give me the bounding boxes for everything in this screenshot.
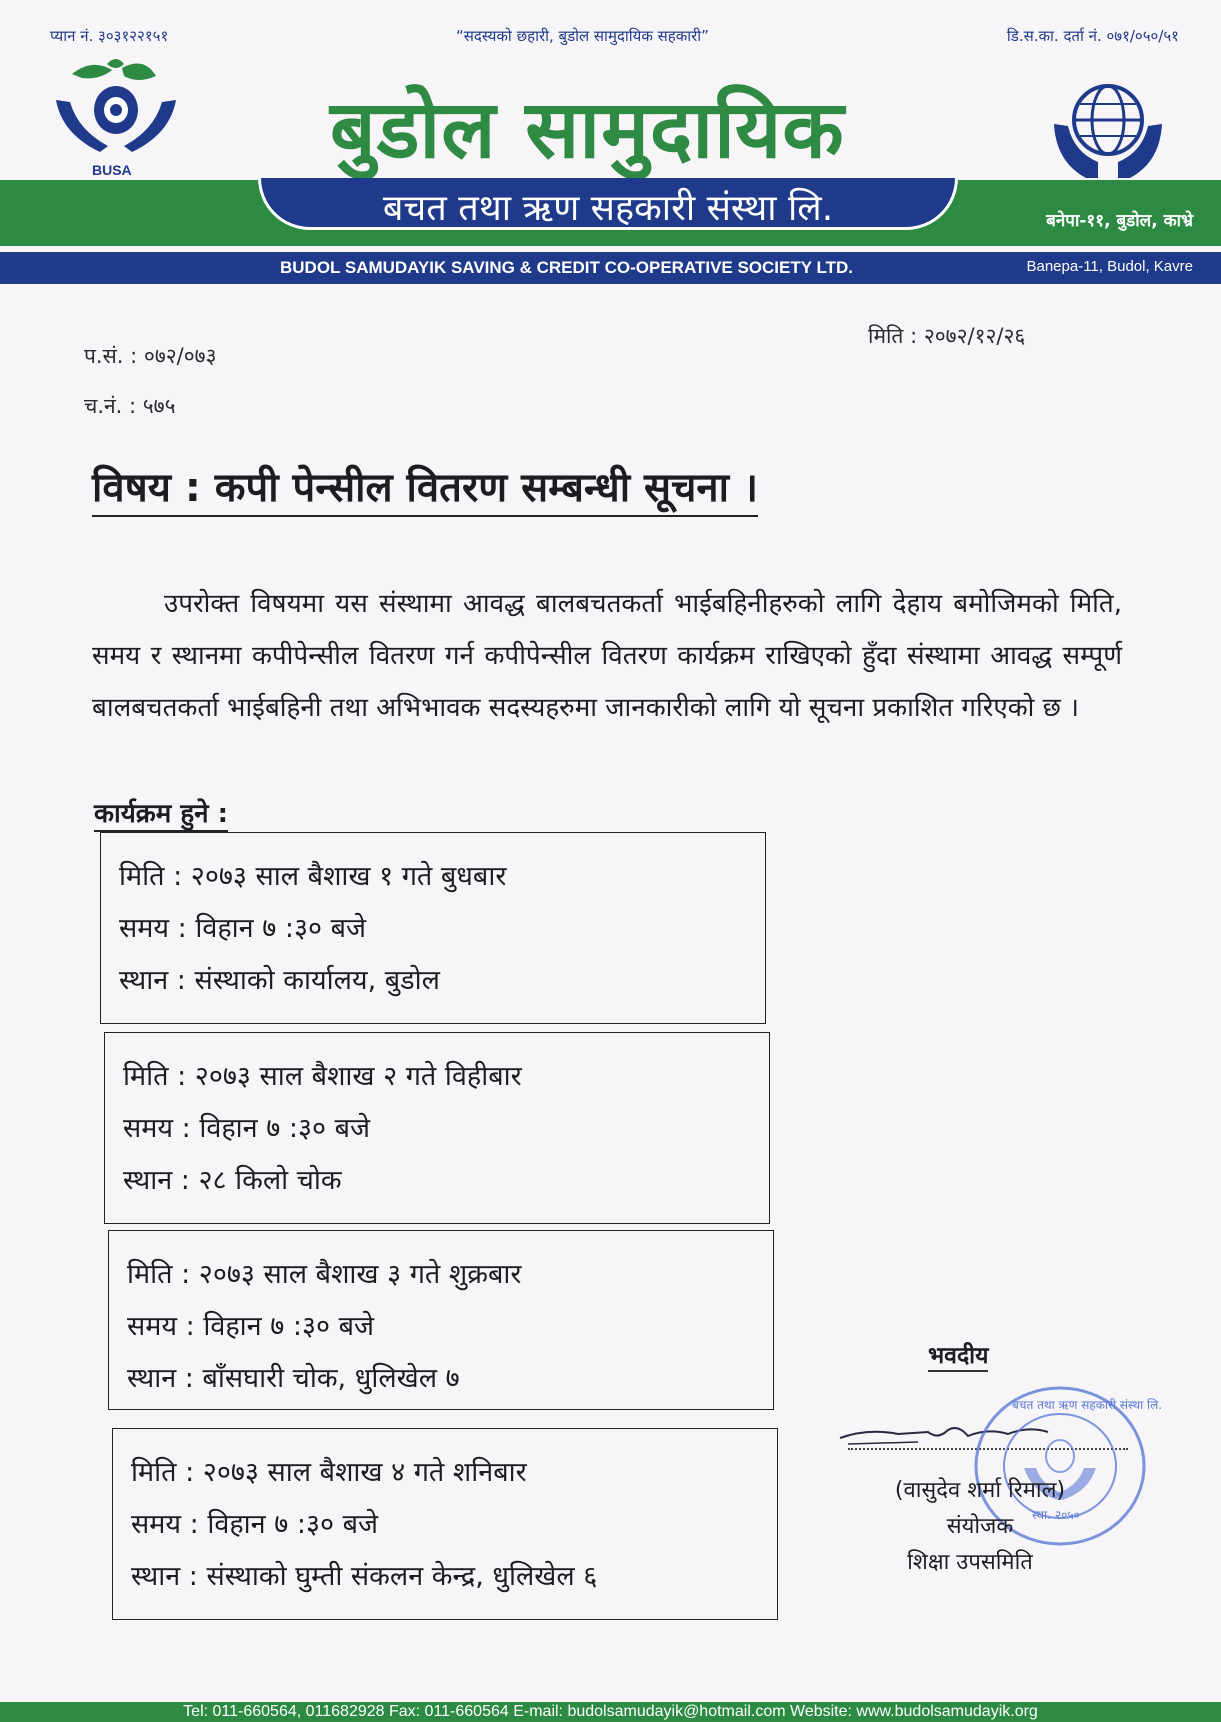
closing-salutation: भवदीय bbox=[928, 1338, 988, 1372]
program-date: मिति : २०७३ साल बैशाख ४ गते शनिबार bbox=[131, 1457, 527, 1488]
busa-logo bbox=[52, 56, 180, 174]
signatory-name: (वासुदेव शर्मा रिमाल) bbox=[894, 1478, 1066, 1503]
signatory-title: संयोजक bbox=[946, 1514, 1014, 1539]
globe-hands-logo bbox=[1052, 82, 1164, 180]
subject-heading: विषय : कपी पेन्सील वितरण सम्बन्धी सूचना । bbox=[92, 458, 758, 517]
body-text: उपरोक्त विषयमा यस संस्थामा आवद्ध बालबचतकर्ता भाईबहिनीहरुको लागि देहाय बमोजिमको मिति, समय र स्थानमा कपीपेन्सील वितरण गर्न कपीपेन्सील वितरण कार्यक्रम राखिएको हुँदा संस्थामा आवद्ध सम्पूर्ण बालबचतकर्ता भाईबहिनी तथा अभिभावक सदस्यहरुमा जानकारीको लागि यो सूचना प्रकाशित गरिएको छ । bbox=[92, 589, 1122, 723]
globe-hands-icon bbox=[1052, 82, 1164, 180]
body-paragraph bbox=[92, 578, 1122, 734]
program-place: स्थान : २८ किलो चोक bbox=[123, 1165, 342, 1196]
program-box-2 bbox=[104, 1032, 770, 1224]
pan-number: प्यान नं. ३०३१२२१५१ bbox=[50, 27, 169, 45]
program-place: स्थान : बाँसघारी चोक, धुलिखेल ७ bbox=[127, 1363, 460, 1394]
organization-name-english: BUDOL SAMUDAYIK SAVING & CREDIT CO-OPERATIVE SOCIETY LTD. bbox=[280, 258, 854, 277]
program-date: मिति : २०७३ साल बैशाख २ गते विहीबार bbox=[123, 1061, 522, 1092]
slogan: “सदस्यको छहारी, बुडोल सामुदायिक सहकारी” bbox=[456, 27, 709, 45]
logo-label: BUSA bbox=[92, 162, 132, 178]
address-english: Banepa-11, Budol, Kavre bbox=[1026, 258, 1193, 275]
program-time: समय : विहान ७ :३० बजे bbox=[131, 1509, 379, 1540]
stamp-year: स्था. २०५० bbox=[1032, 1508, 1080, 1522]
organization-name-nepali: बुडोल सामुदायिक bbox=[330, 83, 845, 176]
program-time: समय : विहान ७ :३० बजे bbox=[127, 1311, 375, 1342]
signatory-committee: शिक्षा उपसमिति bbox=[907, 1550, 1033, 1575]
program-time: समय : विहान ७ :३० बजे bbox=[119, 913, 367, 944]
reference-number: प.सं. : ०७२/०७३ bbox=[84, 344, 217, 368]
registration-number: डि.स.का. दर्ता नं. ०७१/०५०/५१ bbox=[1006, 27, 1179, 45]
letter-date: मिति : २०७२/१२/२६ bbox=[868, 324, 1026, 348]
program-place: स्थान : संस्थाको घुम्ती संकलन केन्द्र, धुलिखेल ६ bbox=[131, 1561, 598, 1592]
program-box-3 bbox=[108, 1230, 774, 1410]
program-date: मिति : २०७३ साल बैशाख १ गते बुधबार bbox=[119, 861, 507, 892]
program-box-4 bbox=[112, 1428, 778, 1620]
footer-contact-bar: Tel: 011-660564, 011682928 Fax: 011-660564 E-mail: budolsamudayik@hotmail.com Website: www.budolsamudayik.org bbox=[0, 1702, 1221, 1722]
program-place: स्थान : संस्थाको कार्यालय, बुडोल bbox=[119, 965, 440, 996]
program-date: मिति : २०७३ साल बैशाख ३ गते शुक्रबार bbox=[127, 1259, 522, 1290]
address-nepali: बनेपा-११, बुडोल, काभ्रे bbox=[1046, 211, 1193, 231]
organization-subname: बचत तथा ऋण सहकारी संस्था लि. bbox=[382, 188, 834, 229]
stamp-text: बचत तथा ऋण सहकारी संस्था लि. bbox=[1012, 1398, 1163, 1412]
program-box-1 bbox=[100, 832, 766, 1024]
program-time: समय : विहान ७ :३० बजे bbox=[123, 1113, 371, 1144]
dispatch-number: च.नं. : ५७५ bbox=[84, 394, 176, 418]
hands-pot-logo-icon bbox=[52, 56, 180, 174]
program-heading: कार्यक्रम हुने : bbox=[94, 794, 228, 832]
